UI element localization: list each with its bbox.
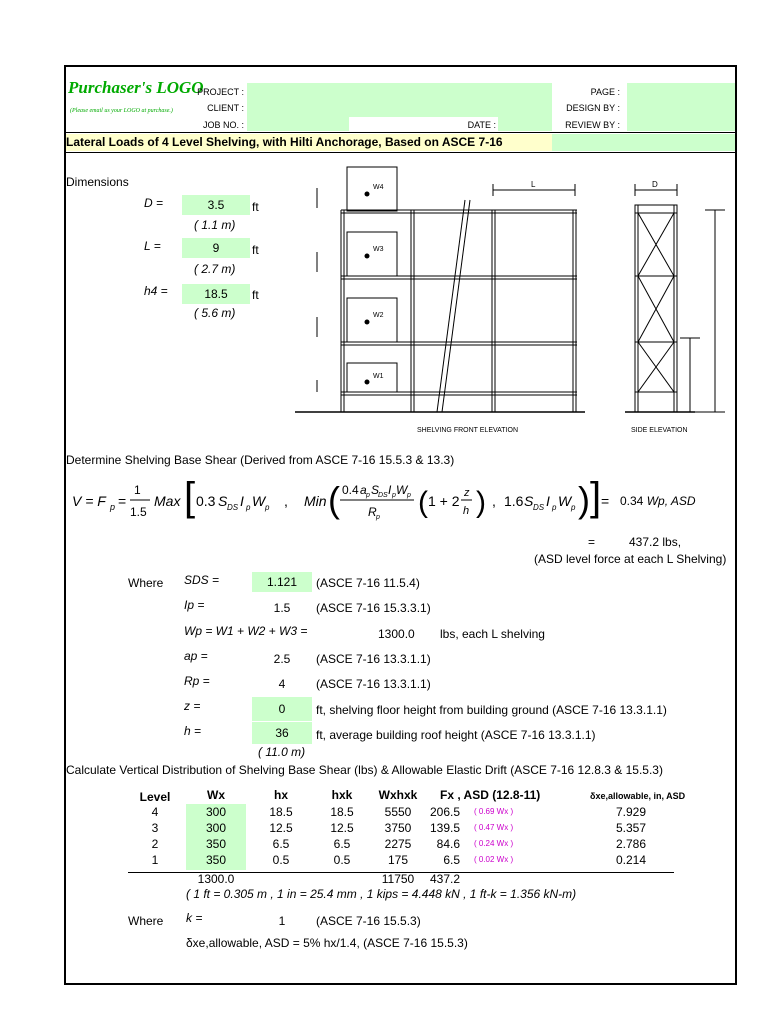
row-4-hxk: 18.5 [330,805,354,819]
review-by-label: REVIEW BY : [565,120,620,130]
ap-ref: (ASCE 7-16 13.3.1.1) [316,652,431,666]
svg-text:=: = [118,493,127,509]
svg-text:Min: Min [304,493,327,509]
svg-text:Max: Max [154,493,181,509]
h-metric: ( 11.0 m) [258,745,306,759]
row-3-pct: ( 0.47 Wx ) [474,823,514,832]
l-metric: ( 2.7 m) [194,262,236,276]
svg-text:z: z [464,487,470,499]
row-2-wxhxk: 2275 [384,837,412,851]
svg-text:a: a [360,483,367,497]
sds-symbol: SDS = [184,573,220,587]
svg-text:S: S [218,493,228,509]
h-input[interactable]: 36 [252,722,312,744]
svg-text:DS: DS [533,503,545,512]
svg-text:R: R [368,505,377,519]
svg-text:(: ( [328,479,340,520]
row-1-pct: ( 0.02 Wx ) [474,855,514,864]
h4-metric: ( 5.6 m) [194,306,236,320]
l-input[interactable]: 9 [182,238,250,258]
svg-text:p: p [265,503,270,512]
rp-ref: (ASCE 7-16 13.3.1.1) [316,677,431,691]
row-2-hxk: 6.5 [333,837,351,851]
side-elevation-caption: SIDE ELEVATION [631,427,688,434]
wp-value: 1300.0 [378,627,415,641]
row-2-level: 2 [151,837,159,851]
h-symbol: h = [184,724,202,738]
force-equals: = [588,535,596,549]
dimensions-heading: Dimensions [66,175,129,189]
row-4-wx[interactable]: 300 [205,805,227,819]
ap-symbol: ap = [184,649,208,663]
job-no-label: JOB NO. : [202,120,244,130]
svg-text:(: ( [418,486,428,519]
svg-text:): ) [476,486,486,519]
row-1-wx[interactable]: 350 [205,853,227,867]
row-4-delta: 7.929 [615,805,647,819]
rp-value: 4 [278,677,286,691]
row-1-wxhxk: 175 [387,853,409,867]
page-label: PAGE : [590,87,620,97]
row-4-fx: 206.5 [429,805,460,819]
svg-text:,: , [492,493,496,509]
wp-ref: lbs, each L shelving [440,627,545,641]
z-symbol: z = [184,699,201,713]
col-level: Level [139,790,171,804]
svg-text:I: I [240,493,244,509]
z-input[interactable]: 0 [252,697,312,721]
h4-label: h4 = [144,284,168,298]
title-divider [64,152,737,153]
d-label: D = [144,196,164,210]
w1-box [347,363,397,392]
svg-text:p: p [246,503,251,512]
col-hxk: hxk [331,788,353,802]
coef-unit: Wp, ASD [646,494,696,508]
svg-text:DS: DS [227,503,239,512]
row-2-fx: 84.6 [436,837,460,851]
row-4-hx: 18.5 [269,805,293,819]
w2-box [347,298,397,342]
h-ref: ft, average building roof height (ASCE 7-16 13.3.1.1) [316,728,596,742]
ap-value: 2.5 [273,652,291,666]
total-wx: 1300.0 [197,872,235,886]
row-1-fx: 6.5 [443,853,460,867]
row-1-delta: 0.214 [615,853,647,867]
svg-text:): ) [578,479,590,520]
d-input[interactable]: 3.5 [182,195,250,215]
row-1-hxk: 0.5 [333,853,351,867]
svg-text:,: , [284,493,288,509]
svg-text:]: ] [590,475,602,519]
svg-text:S: S [524,493,534,509]
project-label: PROJECT : [197,87,244,97]
svg-text:W: W [558,493,572,509]
svg-text:p: p [376,514,380,521]
job-no-field[interactable] [247,117,349,131]
logo-note: (Please email us your LOGO at purchase.) [70,108,173,114]
base-shear-force: 437.2 lbs, [629,535,682,549]
svg-text:h: h [463,505,470,517]
svg-text:p: p [366,492,370,499]
distribution-heading: Calculate Vertical Distribution of Shelving Base Shear (lbs) & Allowable Elastic Drift (ASCE 7-16 12.8.3 & 15.5.3) [66,763,663,777]
svg-text:DS: DS [378,492,388,499]
svg-text:[: [ [184,475,196,519]
svg-text:0.3: 0.3 [196,493,216,509]
base-shear-coef [620,494,696,508]
total-fx: 437.2 [429,872,460,886]
h4-input[interactable]: 18.5 [182,284,250,304]
page-title: Lateral Loads of 4 Level Shelving, with Hilti Anchorage, Based on ASCE 7-16 [66,134,552,151]
unit-conversions: ( 1 ft = 0.305 m , 1 in = 25.4 mm , 1 kips = 4.448 kN , 1 ft-k = 1.356 kN-m) [186,887,577,901]
row-2-pct: ( 0.24 Wx ) [474,839,514,848]
col-delta: δxe,allowable, in, ASD [590,791,686,801]
z-ref: ft, shelving floor height from building ground (ASCE 7-16 13.3.1.1) [316,703,667,717]
sds-input[interactable]: 1.121 [252,572,312,592]
row-4-pct: ( 0.69 Wx ) [474,807,514,816]
svg-text:0.4: 0.4 [342,483,359,497]
coef-value: 0.34 [620,494,644,508]
l-unit: ft [252,243,259,257]
w4-label: W4 [373,184,384,191]
d-dim-label: D [652,180,658,189]
svg-text:1: 1 [134,483,141,497]
svg-text:p: p [571,503,576,512]
title-side-field[interactable] [552,134,735,151]
row-2-wx[interactable]: 350 [205,837,227,851]
w4-box [347,167,397,211]
ip-value: 1.5 [273,601,291,615]
w2-label: W2 [373,312,384,319]
base-shear-note: (ASD level force at each L Shelving) [534,552,727,566]
rp-symbol: Rp = [184,674,210,688]
row-3-hxk: 12.5 [330,821,354,835]
col-hx: hx [273,788,288,802]
total-wxhxk: 11750 [381,872,415,886]
row-3-fx: 139.5 [429,821,460,835]
row-4-wxhxk: 5550 [384,805,412,819]
row-1-hx: 0.5 [272,853,290,867]
d-unit: ft [252,200,259,214]
svg-text:V = F: V = F [72,493,106,509]
row-4-level: 4 [151,805,159,819]
row-2-hx: 6.5 [272,837,290,851]
purchaser-logo: Purchaser's LOGO [68,78,204,97]
d-metric: ( 1.1 m) [194,218,236,232]
w1-label: W1 [373,373,384,380]
svg-text:W: W [396,483,408,497]
wp-symbol: Wp = W1 + W2 + W3 = [184,624,308,638]
col-wxhxk: Wxhxk [378,788,418,802]
project-client-field[interactable] [247,83,552,117]
svg-text:p: p [407,492,411,499]
k-symbol: k = [186,911,203,925]
svg-text:W: W [252,493,266,509]
header-divider [64,132,737,133]
svg-text:S: S [371,483,380,497]
k-ref: (ASCE 7-16 15.5.3) [316,914,421,928]
client-label: CLIENT : [207,103,244,113]
row-1-level: 1 [151,853,159,867]
date-label: DATE : [467,120,496,130]
row-2-delta: 2.786 [615,837,647,851]
front-elevation-caption: SHELVING FRONT ELEVATION [417,427,519,434]
sds-ref: (ASCE 7-16 11.5.4) [316,576,420,590]
ip-symbol: Ip = [184,598,205,612]
svg-text:p: p [392,492,396,499]
svg-text:1 + 2: 1 + 2 [428,493,460,509]
row-3-delta: 5.357 [615,821,647,835]
k-value: 1 [278,914,286,928]
svg-text:1.6: 1.6 [504,493,524,509]
page-design-review-field[interactable] [627,83,735,131]
shelving-elevation-drawing [295,160,735,440]
row-3-level: 3 [151,821,159,835]
svg-text:p: p [110,502,116,512]
design-by-label: DESIGN BY : [566,103,620,113]
svg-text:=: = [601,493,610,509]
svg-text:I: I [546,493,550,509]
base-shear-equation [72,470,612,530]
svg-text:p: p [552,503,557,512]
l-label: L = [144,239,161,253]
w3-box [347,232,397,276]
svg-text:1.5: 1.5 [130,505,147,519]
h4-unit: ft [252,288,259,302]
base-shear-heading: Determine Shelving Base Shear (Derived from ASCE 7-16 15.5.3 & 13.3) [66,453,455,467]
row-3-wxhxk: 3750 [384,821,412,835]
where-label-2: Where [128,914,164,928]
row-3-hx: 12.5 [269,821,293,835]
svg-text:I: I [388,483,392,497]
where-label: Where [128,576,164,590]
l-dim-label: L [531,180,536,189]
col-wx: Wx [207,788,225,802]
drift-formula: δxe,allowable, ASD = 5% hx/1.4, (ASCE 7-16 15.5.3) [186,936,468,950]
ip-ref: (ASCE 7-16 15.3.3.1) [316,601,431,615]
w3-label: W3 [373,246,384,253]
row-3-wx[interactable]: 300 [205,821,227,835]
col-fx: Fx , ASD (12.8-11) [440,788,541,802]
